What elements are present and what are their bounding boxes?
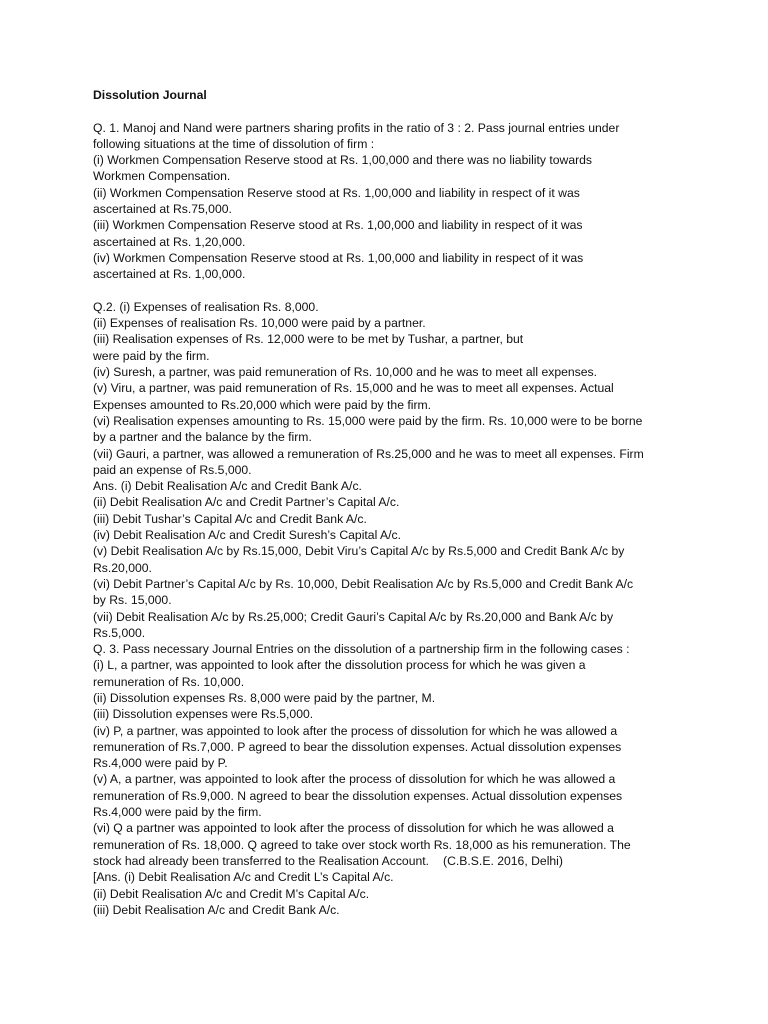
q2-line: (v) Viru, a partner, was paid remuneration of Rs. 15,000 and he was to meet all expenses. Actual <box>93 381 614 396</box>
q3-line: (i) L, a partner, was appointed to look after the dissolution process for which he was given a <box>93 658 586 673</box>
document-page <box>93 87 693 918</box>
q1-line: Q. 1. Manoj and Nand were partners sharing profits in the ratio of 3 : 2. Pass journal entries under <box>93 120 620 135</box>
q3-stock-text: stock had already been transferred to the Realisation Account. <box>93 853 430 868</box>
q2-line: (vi) Realisation expenses amounting to Rs. 15,000 were paid by the firm. Rs. 10,000 were to be borne <box>93 413 643 428</box>
q1-line: (ii) Workmen Compensation Reserve stood at Rs. 1,00,000 and liability in respect of it was <box>93 185 580 200</box>
q3-answer-line: (ii) Debit Realisation A/c and Credit M’s Capital A/c. <box>93 886 370 901</box>
q2-answer-line: (ii) Debit Realisation A/c and Credit Partner’s Capital A/c. <box>93 495 400 510</box>
q2-answer-line: Rs.20,000. <box>93 560 152 575</box>
q1-line: (iii) Workmen Compensation Reserve stood at Rs. 1,00,000 and liability in respect of it was <box>93 218 583 233</box>
q3-line: Rs.4,000 were paid by the firm. <box>93 805 262 820</box>
citation: (C.B.S.E. 2016, Delhi) <box>443 853 563 868</box>
q1-line: ascertained at Rs. 1,00,000. <box>93 267 246 282</box>
q2-answer-line: (vi) Debit Partner’s Capital A/c by Rs. 10,000, Debit Realisation A/c by Rs.5,000 and Credit Bank A/c <box>93 576 634 591</box>
q3-line: (iv) P, a partner, was appointed to look after the process of dissolution for which he was allowed a <box>93 723 618 738</box>
document-title: Dissolution Journal <box>93 88 207 102</box>
question-1 <box>93 120 693 283</box>
q3-line: Rs.4,000 were paid by P. <box>93 756 228 771</box>
q2-line: (vii) Gauri, a partner, was allowed a remuneration of Rs.25,000 and he was to meet all expenses. Firm <box>93 446 644 461</box>
q3-answer-line: [Ans. (i) Debit Realisation A/c and Credit L’s Capital A/c. <box>93 870 394 885</box>
spacer <box>93 103 693 119</box>
q2-line: by a partner and the balance by the firm. <box>93 430 312 445</box>
q3-line: (iii) Dissolution expenses were Rs.5,000. <box>93 707 314 722</box>
spacer <box>93 283 693 299</box>
q2-line: paid an expense of Rs.5,000. <box>93 462 252 477</box>
q2-line: (iv) Suresh, a partner, was paid remuneration of Rs. 10,000 and he was to meet all expenses. <box>93 365 598 380</box>
q3-line: remuneration of Rs. 10,000. <box>93 674 245 689</box>
q3-line: remuneration of Rs.7,000. P agreed to bear the dissolution expenses. Actual dissolution expenses <box>93 739 622 754</box>
q3-answer-line: (iii) Debit Realisation A/c and Credit Bank A/c. <box>93 902 340 917</box>
q2-line: Expenses amounted to Rs.20,000 which were paid by the firm. <box>93 397 432 412</box>
q2-line: Q.2. (i) Expenses of realisation Rs. 8,000. <box>93 299 319 314</box>
q3-line: Q. 3. Pass necessary Journal Entries on the dissolution of a partnership firm in the following cases : <box>93 642 630 657</box>
q1-line: (i) Workmen Compensation Reserve stood at Rs. 1,00,000 and there was no liability towards <box>93 153 593 168</box>
q2-answer-line: by Rs. 15,000. <box>93 593 172 608</box>
q3-line: (ii) Dissolution expenses Rs. 8,000 were paid by the partner, M. <box>93 690 436 705</box>
q1-line: ascertained at Rs. 1,20,000. <box>93 234 246 249</box>
q2-answer-line: Ans. (i) Debit Realisation A/c and Credit Bank A/c. <box>93 479 362 494</box>
q2-answer-line: (iii) Debit Tushar’s Capital A/c and Credit Bank A/c. <box>93 511 367 526</box>
question-3 <box>93 641 693 918</box>
q2-line: (ii) Expenses of realisation Rs. 10,000 were paid by a partner. <box>93 316 426 331</box>
q2-answer-line: (vii) Debit Realisation A/c by Rs.25,000; Credit Gauri’s Capital A/c by Rs.20,000 and Bank A/c by <box>93 609 614 624</box>
q3-line <box>93 853 693 869</box>
q3-line: (v) A, a partner, was appointed to look after the process of dissolution for which he was allowed a <box>93 772 616 787</box>
q1-line: ascertained at Rs.75,000. <box>93 202 232 217</box>
question-2 <box>93 299 693 641</box>
q3-line: remuneration of Rs.9,000. N agreed to bear the dissolution expenses. Actual dissolution expenses <box>93 788 623 803</box>
q3-line: remuneration of Rs. 18,000. Q agreed to take over stock worth Rs. 18,000 as his remuneration. The <box>93 837 631 852</box>
q2-answer-line: (v) Debit Realisation A/c by Rs.15,000, Debit Viru’s Capital A/c by Rs.5,000 and Credit Bank A/c by <box>93 544 625 559</box>
q2-line: (iii) Realisation expenses of Rs. 12,000 were to be met by Tushar, a partner, but <box>93 332 524 347</box>
q2-answer-line: Rs.5,000. <box>93 625 146 640</box>
q2-answer-line: (iv) Debit Realisation A/c and Credit Suresh’s Capital A/c. <box>93 528 401 543</box>
q1-line: (iv) Workmen Compensation Reserve stood at Rs. 1,00,000 and liability in respect of it was <box>93 250 584 265</box>
q3-line: (vi) Q a partner was appointed to look after the process of dissolution for which he was allowed a <box>93 821 614 836</box>
q1-line: Workmen Compensation. <box>93 169 231 184</box>
q2-line: were paid by the firm. <box>93 348 210 363</box>
q1-line: following situations at the time of dissolution of firm : <box>93 136 375 151</box>
